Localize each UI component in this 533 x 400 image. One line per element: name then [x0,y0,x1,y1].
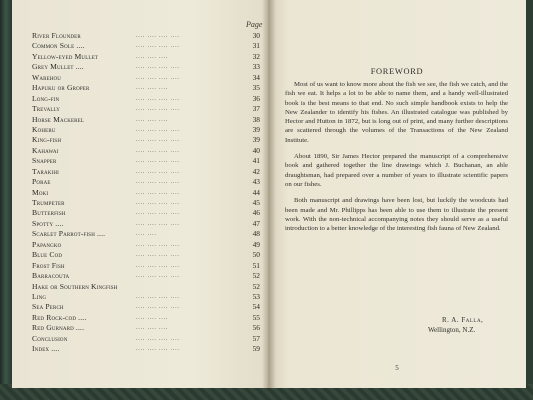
contents-entry [32,240,260,250]
contents-entry-page: 52 [252,271,260,281]
contents-entry [32,323,260,333]
contents-entry [32,177,260,187]
contents-entry [32,229,260,239]
contents-entry-page: 45 [252,198,260,207]
contents-entry-title: Porae [32,177,51,187]
contents-entry-leader: .... .... .... .... [136,147,180,154]
contents-entry-page: 57 [252,333,260,343]
contents-entry-leader: .... .... .... .... [136,262,180,269]
contents-entry [32,198,260,208]
contents-entry-leader: .... .... .... .... [136,252,180,259]
contents-entry [32,52,260,62]
contents-entry-page: 37 [252,104,260,114]
contents-entry-leader: .... .... .... [136,116,169,123]
contents-entry-title: Ling [32,291,47,301]
contents-entry-title: Snapper [32,156,57,166]
contents-entry-leader: .... .... .... .... [136,126,180,133]
contents-entry [32,344,260,354]
contents-entry-title: Hake or Southern Kingfish [32,281,118,291]
contents-entry [32,125,260,135]
contents-entry-page: 48 [252,229,260,239]
contents-entry-leader: .... .... .... [136,325,169,332]
contents-entry-page: 47 [252,218,260,228]
contents-entry-leader: .... .... .... .... [136,168,180,175]
contents-entry-leader: .... .... .... .... [136,106,180,113]
contents-entry-leader: .... .... .... .... [136,293,180,300]
contents-entry-title: Grey Mullet .... [32,62,84,72]
contents-entry-title: Yellow-eyed Mullet [32,51,99,61]
contents-entry [32,302,260,312]
contents-entry-page: 49 [252,239,260,249]
contents-entry-title: Long-fin [32,93,60,103]
contents-entry-title: King-fish [32,135,62,145]
contents-entry [32,271,260,281]
contents-entry-title: Common Sole .... [32,41,85,51]
contents-entry-page: 42 [252,166,260,176]
contents-entry-page: 53 [252,291,260,301]
contents-entry [32,73,260,83]
contents-entry-page: 56 [252,323,260,333]
contents-entry [32,104,260,114]
contents-entry-leader: .... .... .... .... [136,158,180,165]
foreword-page [268,0,526,388]
contents-entry [32,83,260,93]
contents-entry-title: Papangko [32,239,62,249]
contents-entry-leader: .... .... .... .... [136,273,180,280]
contents-entry [32,135,260,145]
contents-entry-page: 51 [252,260,260,270]
contents-entry-title: Warehou [32,72,62,82]
contents-entry-leader: .... .... .... .... [136,210,180,217]
contents-entry-title: Kahawai [32,145,59,155]
contents-entry-leader: .... .... .... .... [136,64,180,71]
contents-entry-page: 38 [252,114,260,124]
contents-entry [32,115,260,125]
contents-entry-page: 54 [252,302,260,312]
contents-entry-title: Trumpeter [32,198,65,207]
contents-entry-title: Sea Perch [32,302,64,312]
signature-place: Wellington, N.Z. [428,326,476,334]
contents-entry-leader: .... .... .... .... [136,137,180,144]
contents-entry-leader: .... .... .... [136,85,169,92]
contents-entry [32,146,260,156]
contents-entry-title: Scarlet Parrot-fish .... [32,229,106,239]
contents-entry-page: 31 [252,41,260,51]
foreword-paragraph: About 1890, Sir James Hector prepared the manuscript of a comprehensive book and gathered together the line drawings which J. Buchanan, an able draughtsman, had prepared over a number of years to illustrate scientific papers on our fishes. [285,153,508,188]
contents-entry-page: 34 [252,72,260,82]
contents-entry-page: 46 [252,208,260,218]
contents-page [12,0,268,388]
contents-entry-page: 35 [252,83,260,93]
foreword-paragraph: Most of us want to know more about the fish we see, the fish we catch, and the fish we eat. It helps a lot to be able to name them, and a handy well-illustrated book is the best means to that end. No such simple handbook exists to help the New Zealander to identify his fishes. An illustrated catalogue was published by Hector and Hutton in 1872, but is long out of print, and many further descriptions are scattered through the volumes of the Transactions of the New Zealand Institute. [285,81,508,144]
contents-entry [32,94,260,104]
contents-entry [32,167,260,177]
contents-entry-title: Spotty .... [32,218,64,228]
contents-entry [32,282,260,292]
contents-entry-page: 33 [252,62,260,72]
contents-entry-leader: .... .... .... .... [136,220,180,227]
page-number: 5 [395,364,399,372]
contents-entry [32,334,260,344]
contents-entry-page: 41 [252,156,260,166]
contents-entry-leader: .... .... .... [136,53,169,60]
contents-entry [32,250,260,260]
contents-entry-title: Frost Fish [32,260,65,270]
contents-entry-title: Tarakihi [32,166,59,176]
contents-entry-title: Hapuku or Groper [32,83,90,93]
contents-entry-title: Barracouta [32,271,70,281]
contents-entry-leader: .... .... .... .... [136,43,180,50]
contents-entry-leader: .... .... .... .... [136,304,180,311]
contents-entry-title: Red Gurnard .... [32,323,85,333]
foreword-body [285,80,508,240]
contents-entry-leader: .... .... [136,231,157,238]
contents-entry-page: 50 [252,250,260,260]
foreword-paragraph: Both manuscript and drawings have been lost, but luckily the woodcuts had been made and Mr. Phillipps has been able to use them to illustrate the present work. With the non-technical accompanying notes they should serve as a useful introduction to a better knowledge of the interesting fish fauna of New Zealand. [285,197,508,233]
foreword-signature [428,315,518,335]
contents-entry-leader: .... .... .... .... [136,95,180,102]
contents-entry-page: 52 [252,281,260,291]
contents-entry [32,292,260,302]
contents-entry-title: Red Rock-cod .... [32,312,87,322]
contents-entry [32,188,260,198]
contents-entry-leader: .... .... .... .... [136,179,180,186]
contents-entry-title: Conclusion [32,333,68,343]
contents-entry [32,62,260,72]
contents-entry-page: 39 [252,135,260,145]
contents-entry [32,219,260,229]
contents-entry-title: River Flounder [32,31,81,40]
contents-entry-page: 36 [252,93,260,103]
contents-entry-page: 55 [252,312,260,322]
foreword-heading: FOREWORD [370,67,424,76]
page-column-heading: Page [246,20,263,29]
contents-entry-page: 59 [252,344,260,354]
contents-entry-leader: .... .... .... .... [136,189,180,196]
contents-entry-title: Koheru [32,124,56,134]
contents-entry-leader: .... .... .... .... [136,346,180,353]
book-gutter [262,0,276,388]
contents-list [32,31,260,355]
contents-entry-title: Index .... [32,344,60,354]
contents-entry-title: Moki [32,187,49,197]
contents-entry-title: Trevally [32,104,61,114]
contents-entry [32,208,260,218]
contents-entry-leader: .... .... .... .... [136,241,180,248]
contents-entry-page: 32 [252,51,260,61]
contents-entry-title: Horse Mackerel [32,114,85,124]
contents-entry-leader: .... .... .... [136,314,169,321]
contents-entry [32,261,260,271]
contents-entry [32,41,260,51]
contents-entry [32,31,260,41]
contents-entry-page: 44 [252,187,260,197]
contents-entry [32,313,260,323]
contents-entry [32,156,260,166]
contents-entry-page: 43 [252,177,260,187]
contents-entry-leader: .... .... .... .... [136,200,180,206]
contents-entry-leader: .... .... .... .... [136,74,180,81]
contents-entry-page: 30 [252,31,260,40]
contents-entry-title: Blue Cod [32,250,63,260]
contents-entry-title: Butterfish [32,208,66,218]
contents-entry-leader: .... .... .... .... [136,33,180,39]
contents-entry-page: 40 [252,145,260,155]
contents-entry-page: 39 [252,124,260,134]
signature-name: R. A. Falla, [442,316,484,324]
contents-entry-leader: .... .... .... .... [136,335,180,342]
book-cover-edge-right [525,0,533,400]
